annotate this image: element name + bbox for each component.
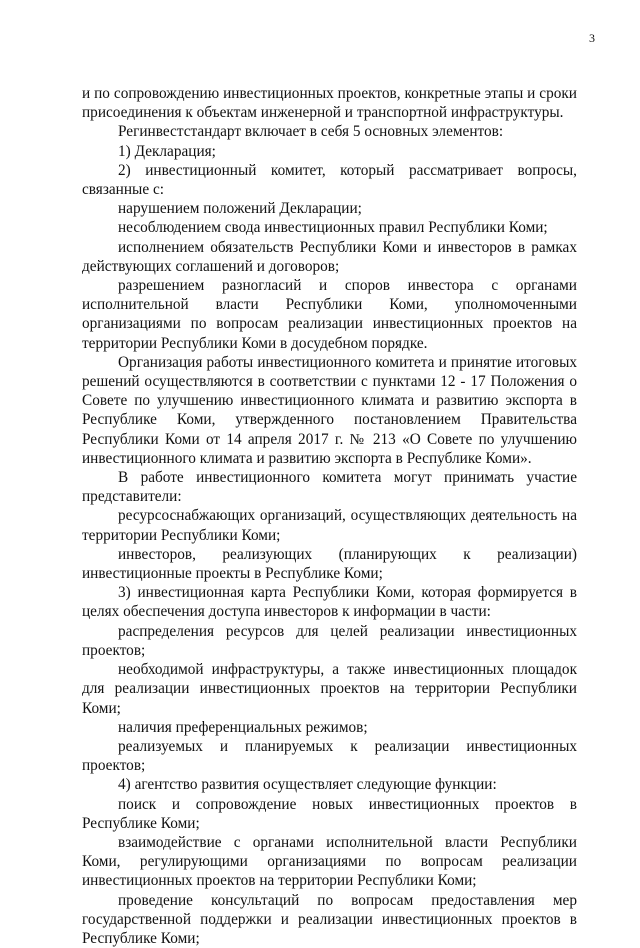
list-item-investment-committee: 2) инвестиционный комитет, который рассматривает вопросы, связанные с: (82, 161, 577, 199)
sub-item-obligations: исполнением обязательств Республики Коми и инвесторов в рамках действующих соглашений и договоров; (82, 238, 577, 275)
sub-item-declaration-violation: нарушением положений Декларации; (118, 200, 362, 218)
paragraph-continuation: и по сопровождению инвестиционных проектов, конкретные этапы и сроки присоединения к объектам инженерной и транспортной инфраструктуры. (82, 85, 577, 122)
document-body (82, 84, 577, 948)
sub-item-disputes: разрешением разногласий и споров инвестора с органами исполнительной власти Республики Коми, уполномоченными организациями по вопросам реализации инвестиционных проектов на территории Республики Коми в досудебном порядке. (82, 277, 577, 352)
sub-item-resource-organizations: ресурсоснабжающих организаций, осуществляющих деятельность на территории Республики Коми; (82, 507, 577, 544)
paragraph-elements-intro: Регинвестстандарт включает в себя 5 основных элементов: (118, 123, 504, 141)
paragraph-committee-organization: Организация работы инвестиционного комитета и принятие итоговых решений осуществляются в соответствии с пунктами 12 - 17 Положения о Совете по улучшению инвестиционного климата и развитию экспорта в Республике Коми, утвержденного постановлением Правительства Республики Коми от 14 апреля 2017 г. № 213 «О Совете по улучшению инвестиционного климата и развитию экспорта в Республике Коми». (82, 353, 577, 467)
sub-item-investors: инвесторов, реализующих (планирующих к реализации) инвестиционные проекты в Республике Коми; (82, 545, 577, 583)
sub-item-consultations: проведение консультаций по вопросам предоставления мер государственной поддержки и реализации инвестиционных проектов в Республике Коми; (82, 891, 577, 947)
page-number: 3 (589, 31, 595, 45)
sub-item-rules-noncompliance: несоблюдением свода инвестиционных правил Республики Коми; (118, 219, 548, 237)
sub-item-projects: реализуемых и планируемых к реализации инвестиционных проектов; (82, 737, 577, 775)
sub-item-infrastructure: необходимой инфраструктуры, а также инвестиционных площадок для реализации инвестиционных проектов на территории Республики Коми; (82, 661, 577, 717)
sub-item-project-search: поиск и сопровождение новых инвестиционных проектов в Республике Коми; (82, 795, 577, 832)
list-item-investment-map: 3) инвестиционная карта Республики Коми, которая формируется в целях обеспечения доступа инвесторов к информации в части: (82, 584, 577, 621)
list-item-development-agency: 4) агентство развития осуществляет следующие функции: (118, 776, 497, 794)
list-item-declaration: 1) Декларация; (118, 142, 216, 160)
paragraph-committee-participants: В работе инвестиционного комитета могут принимать участие представители: (82, 469, 577, 506)
sub-item-resource-distribution: распределения ресурсов для целей реализации инвестиционных проектов; (82, 622, 577, 659)
sub-item-interaction: взаимодействие с органами исполнительной власти Республики Коми, регулирующими организациями по вопросам реализации инвестиционных проектов на территории Республики Коми; (82, 833, 577, 890)
sub-item-preferential-regimes: наличия преференциальных режимов; (118, 718, 368, 736)
